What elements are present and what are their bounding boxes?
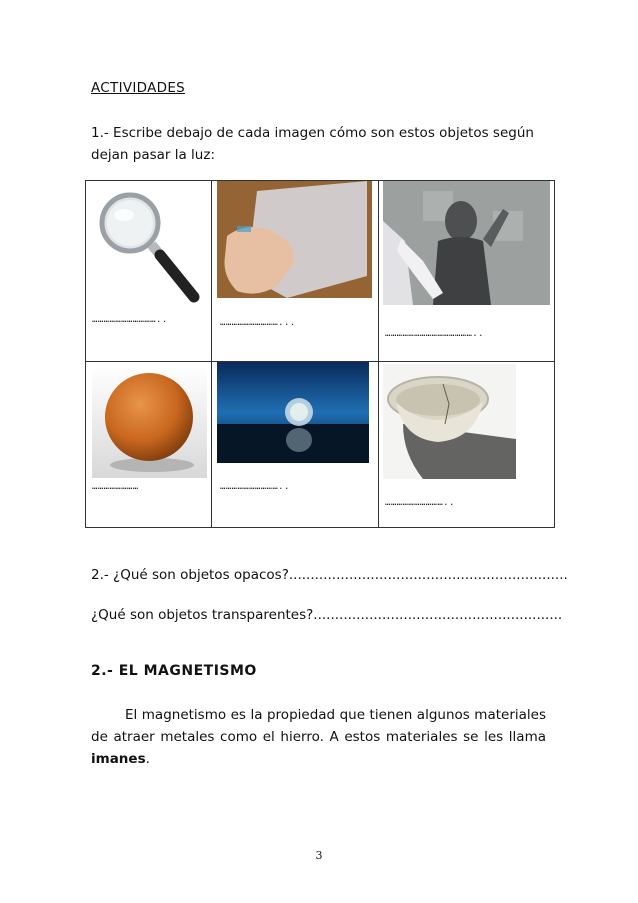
magnifying-glass-photo-icon [94, 185, 206, 310]
answer-line-5[interactable]: ………………………….. [220, 482, 290, 492]
question-3[interactable]: ¿Qué son objetos transparentes?.......................................................... [91, 607, 563, 623]
grid-cell-1 [86, 181, 212, 362]
grid-cell-3 [379, 181, 555, 362]
grid-cell-6 [379, 362, 555, 528]
ceramic-bowl-photo-icon [383, 364, 516, 479]
image-grid [85, 180, 555, 528]
grid-cell-2 [212, 181, 379, 362]
frosted-sheet-hand-photo-icon [217, 181, 372, 298]
frosted-glass-person-photo-icon [383, 181, 550, 305]
magnetism-paragraph [91, 704, 546, 770]
paragraph-text: El magnetismo es la propiedad que tienen algunos materiales de atraer metales como el hierro. A estos materiales se les llama [91, 707, 546, 745]
answer-line-6[interactable]: ………………………….. [385, 498, 455, 508]
grid-cell-4 [86, 362, 212, 528]
paragraph-end: . [145, 751, 150, 767]
question-2[interactable]: 2.- ¿Qué son objetos opacos?................................................................. [91, 567, 568, 583]
answer-line-2[interactable]: …………………………... [220, 318, 296, 328]
answer-line-1[interactable]: …………………………….. [92, 315, 168, 325]
answer-line-3[interactable]: ……………………………………….. [385, 329, 484, 339]
question-1: 1.- Escribe debajo de cada imagen cómo son estos objetos según dejan pasar la luz: [91, 125, 534, 163]
orange-ball-photo-icon [92, 365, 207, 478]
activities-heading: ACTIVIDADES [91, 80, 186, 96]
section-title: 2.- EL MAGNETISMO [91, 663, 257, 679]
glass-marble-photo-icon [217, 362, 369, 463]
grid-cell-5 [212, 362, 379, 528]
page-number: 3 [315, 849, 323, 862]
answer-line-4[interactable]: …………………… [92, 482, 139, 492]
paragraph-bold-term: imanes [91, 751, 146, 767]
